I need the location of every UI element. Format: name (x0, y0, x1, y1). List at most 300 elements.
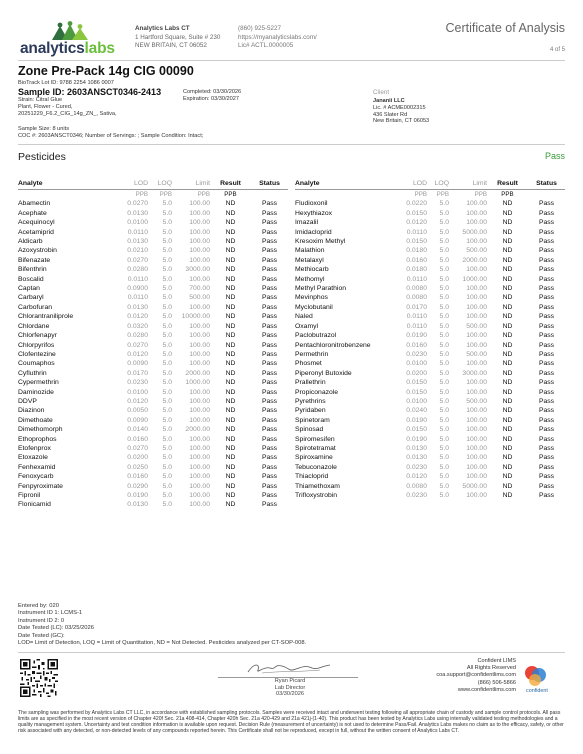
cell-status: Pass (538, 435, 555, 443)
cell-analyte: Cyfluthrin (18, 369, 47, 377)
lab-license: Lic# ACTL.0000005 (238, 42, 294, 49)
cell-analyte: Carbofuran (18, 303, 53, 311)
lims-rights: All Rights Reserved (466, 665, 516, 672)
unit-blank (528, 190, 565, 200)
cell-limit: 100.00 (466, 209, 487, 217)
table-row (295, 312, 565, 321)
cell-result: ND (225, 388, 236, 396)
section-status: Pass (544, 151, 565, 161)
cell-analyte: Chlorfenapyr (18, 332, 57, 340)
cell-status: Pass (261, 482, 278, 490)
cell-loq: 5.0 (439, 444, 449, 452)
cell-status: Pass (538, 256, 555, 264)
unit-limit: PPB (474, 191, 487, 198)
cell-lod: 0.0180 (406, 247, 427, 255)
lab-address-2: NEW BRITAIN, CT 06052 (135, 42, 207, 49)
cell-loq: 5.0 (439, 360, 449, 368)
col-status: Status (528, 179, 565, 190)
cell-limit: 100.00 (189, 463, 210, 471)
cell-result: ND (225, 247, 236, 255)
unit-blank (251, 190, 288, 200)
cell-result: ND (225, 256, 236, 264)
sample-id: Sample ID: 2603ANSCT0346-2413 (18, 87, 162, 97)
cell-limit: 100.00 (189, 322, 210, 330)
cell-result: ND (225, 209, 236, 217)
table-row (18, 322, 288, 331)
cell-loq: 5.0 (439, 266, 449, 274)
cell-lod: 0.0190 (406, 435, 427, 443)
cell-analyte: Prallethrin (295, 379, 326, 387)
cell-result: ND (225, 426, 236, 434)
cell-limit: 100.00 (189, 275, 210, 283)
cell-result: ND (502, 473, 513, 481)
cell-limit: 100.00 (189, 200, 210, 208)
cell-analyte: Abamectin (18, 200, 51, 208)
cell-status: Pass (538, 209, 555, 217)
entered-by: Entered by: 020 (18, 603, 59, 609)
cell-status: Pass (538, 303, 555, 311)
cell-lod: 0.0190 (406, 332, 427, 340)
cell-lod: 0.0120 (406, 473, 427, 481)
cell-result: ND (502, 463, 513, 471)
page-number: 4 of 5 (549, 47, 565, 53)
cell-analyte: Naled (295, 313, 313, 321)
cell-lod: 0.0140 (127, 426, 148, 434)
cell-loq: 5.0 (439, 285, 449, 293)
cell-status: Pass (538, 322, 555, 330)
cell-limit: 100.00 (466, 238, 487, 246)
cell-analyte: Chlorpyrifos (18, 341, 55, 349)
cell-status: Pass (261, 332, 278, 340)
cell-loq: 5.0 (439, 473, 449, 481)
cell-loq: 5.0 (439, 313, 449, 321)
col-analyte: Analyte (18, 179, 106, 190)
cell-analyte: Azoxystrobin (18, 247, 57, 255)
cell-status: Pass (261, 266, 278, 274)
cell-lod: 0.0080 (406, 285, 427, 293)
cell-lod: 0.0130 (127, 209, 148, 217)
cell-analyte: Diazinon (18, 407, 45, 415)
cell-lod: 0.0110 (406, 313, 427, 321)
cell-result: ND (502, 256, 513, 264)
cell-limit: 100.00 (189, 416, 210, 424)
cell-limit: 3000.00 (462, 369, 487, 377)
cell-lod: 0.0900 (127, 285, 148, 293)
lab-website: https://myanalyticslabs.com/ (238, 33, 317, 41)
cell-limit: 100.00 (466, 379, 487, 387)
table-row (295, 491, 565, 500)
document-title: Certificate of Analysis (445, 21, 565, 35)
cell-lod: 0.0110 (406, 322, 427, 330)
lab-info (135, 25, 220, 51)
cell-analyte: Spirotetramat (295, 444, 336, 452)
col-limit: Limit (449, 179, 487, 190)
cell-status: Pass (538, 332, 555, 340)
cell-status: Pass (538, 388, 555, 396)
cell-result: ND (502, 332, 513, 340)
cell-limit: 100.00 (466, 200, 487, 208)
cell-limit: 100.00 (189, 492, 210, 499)
cell-loq: 5.0 (439, 200, 449, 208)
cell-lod: 0.0200 (406, 369, 427, 377)
table-row (18, 378, 288, 387)
cell-lod: 0.0100 (127, 388, 148, 396)
director-signature (240, 660, 335, 676)
cell-status: Pass (261, 303, 278, 311)
cell-result: ND (502, 313, 513, 321)
cell-lod: 0.0230 (406, 463, 427, 471)
signer-date: 03/30/2026 (276, 691, 304, 697)
expiration-date: Expiration: 03/30/2027 (183, 95, 239, 102)
cell-analyte: Metalaxyl (295, 256, 324, 264)
cell-limit: 100.00 (189, 219, 210, 227)
cell-loq: 5.0 (162, 444, 172, 452)
cell-result: ND (502, 266, 513, 274)
cell-limit: 100.00 (189, 435, 210, 443)
table-row (18, 435, 288, 444)
table-row (295, 406, 565, 415)
cell-limit: 100.00 (466, 313, 487, 321)
cell-loq: 5.0 (162, 294, 172, 302)
cell-limit: 2000.00 (462, 256, 487, 264)
cell-loq: 5.0 (439, 379, 449, 387)
cell-analyte: Myclobutanil (295, 303, 333, 311)
col-loq: LOQ (427, 179, 449, 190)
cell-lod: 0.0290 (127, 482, 148, 490)
cell-limit: 100.00 (189, 501, 210, 509)
table-row (18, 359, 288, 368)
cell-loq: 5.0 (439, 322, 449, 330)
cell-analyte: Tebuconazole (295, 463, 337, 471)
cell-lod: 0.0230 (406, 492, 427, 499)
cell-loq: 5.0 (162, 322, 172, 330)
cell-analyte: Oxamyl (295, 322, 319, 330)
cell-result: ND (225, 266, 236, 274)
cell-lod: 0.0280 (127, 266, 148, 274)
lims-website: www.confidentlims.com (457, 686, 516, 693)
legal-disclaimer: The sampling was performed by Analytics Labs CT LLC, in accordance with established sampling protocols. Samples were received intact and underwent testing following all appropriate chain of custody and sample control protocols. All pass limits are as specified in the most recent version of Chapter 420f Sec. 21a 408-414, Chapter 420h Sec. 21a 420-429 and 21a 421j-(1-40). This product has been tested by Analytics Labs using internally validated testing methodologies and a quality management system. Uncertainty and test condition information is available upon request. Decision Rule (measurement of uncertainty) is not used to determine Pass/Fail. Analytics Labs makes no claim as to the efficacy, safety, or other risk associated with any detected, or non-detected levels of any compounds reported herein. This Certificate shall not be reproduced, except in full, without the written consent of Analytics Labs CT. (18, 710, 564, 734)
cell-result: ND (225, 322, 236, 330)
signer-name: Ryan Picard (274, 678, 306, 684)
table-row (295, 444, 565, 453)
cell-status: Pass (261, 322, 278, 330)
cell-lod: 0.0160 (127, 473, 148, 481)
cell-status: Pass (261, 209, 278, 217)
cell-status: Pass (261, 360, 278, 368)
cell-analyte: Paclobutrazol (295, 332, 337, 340)
cell-result: ND (502, 444, 513, 452)
cell-loq: 5.0 (162, 219, 172, 227)
cell-analyte: Piperonyl Butoxide (295, 369, 352, 377)
footer-divider (18, 652, 565, 653)
cell-analyte: Spiromesifen (295, 435, 335, 443)
cell-loq: 5.0 (162, 388, 172, 396)
cell-lod: 0.0110 (127, 275, 148, 283)
cell-analyte: Imidacloprid (295, 228, 332, 236)
instrument-1: Instrument ID 1: LCMS-1 (18, 610, 83, 617)
cell-lod: 0.0190 (406, 416, 427, 424)
cell-analyte: Kresoxim Methyl (295, 238, 346, 246)
cell-loq: 5.0 (439, 256, 449, 264)
cell-status: Pass (538, 360, 555, 368)
cell-lod: 0.0110 (406, 275, 427, 283)
cell-analyte: Dimethoate (18, 416, 53, 424)
cell-status: Pass (261, 492, 278, 499)
cell-limit: 500.00 (466, 322, 487, 330)
confident-wordmark: confident (526, 688, 548, 694)
cell-limit: 5000.00 (462, 482, 487, 490)
table-row (295, 199, 565, 208)
client-license: Lic. # ACME0002315 (373, 104, 426, 111)
cell-loq: 5.0 (162, 332, 172, 340)
cell-loq: 5.0 (162, 238, 172, 246)
table-row (18, 425, 288, 434)
table-row (295, 463, 565, 472)
sample-size: Sample Size: 8 units (18, 126, 69, 132)
table-row (295, 284, 565, 293)
abbreviation-legend: LOD= Limit of Detection, LOQ = Limit of Quantitation, ND = Not Detected. Pesticides analyzed per CT-SOP-008. (18, 640, 307, 647)
cell-limit: 500.00 (466, 247, 487, 255)
cell-result: ND (502, 492, 513, 499)
unit-lod: PPB (414, 191, 427, 198)
cell-loq: 5.0 (162, 266, 172, 274)
date-tested-lc: Date Tested (LC): 03/25/2026 (18, 625, 94, 632)
lims-name: Confident LIMS (477, 658, 516, 664)
cell-result: ND (502, 416, 513, 424)
cell-status: Pass (261, 350, 278, 358)
cell-result: ND (502, 209, 513, 217)
cell-analyte: Clofentezine (18, 350, 56, 358)
cell-analyte: Bifenthrin (18, 266, 47, 274)
cell-limit: 100.00 (466, 266, 487, 274)
cell-status: Pass (538, 238, 555, 246)
cell-loq: 5.0 (162, 209, 172, 217)
cell-analyte: Phosmet (295, 360, 322, 368)
cell-result: ND (225, 407, 236, 415)
cell-loq: 5.0 (162, 303, 172, 311)
cell-limit: 100.00 (466, 454, 487, 462)
cell-analyte: Acequinocyl (18, 219, 55, 227)
cell-analyte: Methiocarb (295, 266, 329, 274)
cell-loq: 5.0 (439, 492, 449, 499)
table-row (18, 256, 288, 265)
table-row (295, 425, 565, 434)
table-row (295, 228, 565, 237)
cell-analyte: Spiroxamine (295, 454, 333, 462)
cell-lod: 0.0210 (127, 247, 148, 255)
cell-limit: 3000.00 (185, 266, 210, 274)
cell-result: ND (502, 454, 513, 462)
unit-loq: PPB (436, 191, 449, 198)
cell-lod: 0.0170 (406, 303, 427, 311)
cell-lod: 0.0150 (406, 209, 427, 217)
table-row (18, 312, 288, 321)
cell-lod: 0.0170 (127, 369, 148, 377)
lab-contact (238, 25, 317, 51)
table-row (18, 341, 288, 350)
cell-result: ND (502, 275, 513, 283)
col-result: Result (210, 179, 251, 190)
cell-loq: 5.0 (162, 247, 172, 255)
cell-result: ND (502, 247, 513, 255)
cell-status: Pass (538, 285, 555, 293)
cell-analyte: Etofenprox (18, 444, 51, 452)
cell-lod: 0.0150 (406, 379, 427, 387)
cell-loq: 5.0 (439, 482, 449, 490)
lab-name: Analytics Labs CT (135, 25, 190, 32)
batch: 20251229_F6.2_CIG_14g_ZN_, Sativa, (18, 110, 117, 117)
biotrack-id: BioTrack Lot ID: 9788 2254 1086 0007 (18, 80, 114, 86)
dates (183, 89, 241, 103)
date-tested-gc: Date Tested (GC): (18, 632, 65, 639)
cell-status: Pass (261, 473, 278, 481)
sample-details (18, 97, 117, 117)
cell-status: Pass (538, 350, 555, 358)
table-row (295, 322, 565, 331)
cell-lod: 0.0100 (406, 397, 427, 405)
cell-analyte: Daminozide (18, 388, 54, 396)
cell-result: ND (225, 341, 236, 349)
cell-status: Pass (261, 463, 278, 471)
cell-status: Pass (538, 200, 555, 208)
table-row (295, 293, 565, 302)
cell-limit: 100.00 (189, 332, 210, 340)
col-loq: LOQ (148, 179, 172, 190)
cell-result: ND (502, 294, 513, 302)
cell-loq: 5.0 (162, 285, 172, 293)
cell-loq: 5.0 (162, 463, 172, 471)
cell-loq: 5.0 (162, 275, 172, 283)
cell-lod: 0.0110 (127, 294, 148, 302)
table-row (18, 388, 288, 397)
signer-block (240, 678, 340, 698)
cell-lod: 0.0130 (406, 444, 427, 452)
table-row (295, 275, 565, 284)
cell-limit: 100.00 (189, 238, 210, 246)
cell-analyte: Methyl Parathion (295, 285, 347, 293)
cell-status: Pass (261, 238, 278, 246)
cell-status: Pass (261, 426, 278, 434)
cell-analyte: Acetamiprid (18, 228, 54, 236)
cell-status: Pass (261, 219, 278, 227)
cell-status: Pass (261, 388, 278, 396)
table-row (18, 293, 288, 302)
cell-result: ND (502, 341, 513, 349)
cell-result: ND (225, 294, 236, 302)
cell-lod: 0.0150 (406, 238, 427, 246)
cell-loq: 5.0 (162, 256, 172, 264)
cell-lod: 0.0120 (127, 313, 148, 321)
cell-lod: 0.0160 (406, 256, 427, 264)
cell-limit: 100.00 (466, 341, 487, 349)
cell-loq: 5.0 (162, 379, 172, 387)
table-row (18, 209, 288, 218)
cell-status: Pass (538, 473, 555, 481)
cell-loq: 5.0 (162, 350, 172, 358)
table-row (18, 406, 288, 415)
cell-lod: 0.0090 (127, 360, 148, 368)
cell-result: ND (502, 397, 513, 405)
cell-loq: 5.0 (162, 435, 172, 443)
cell-status: Pass (538, 407, 555, 415)
table-row (18, 500, 288, 509)
cell-result: ND (225, 313, 236, 321)
cell-status: Pass (538, 369, 555, 377)
lims-email: coa.support@confidentlims.com (436, 672, 516, 679)
cell-status: Pass (261, 416, 278, 424)
cell-lod: 0.0130 (127, 238, 148, 246)
cell-loq: 5.0 (439, 247, 449, 255)
cell-analyte: Fenhexamid (18, 463, 56, 471)
cell-result: ND (225, 482, 236, 490)
cell-status: Pass (538, 275, 555, 283)
table-row (295, 482, 565, 491)
cell-limit: 100.00 (189, 247, 210, 255)
cell-loq: 5.0 (162, 454, 172, 462)
table-row (18, 237, 288, 246)
cell-result: ND (225, 360, 236, 368)
cell-limit: 100.00 (189, 444, 210, 452)
cell-lod: 0.0110 (406, 228, 427, 236)
cell-limit: 10000.00 (181, 313, 210, 321)
cell-limit: 100.00 (466, 360, 487, 368)
qr-code[interactable] (20, 659, 58, 697)
table-row (295, 237, 565, 246)
table-row (18, 199, 288, 208)
cell-loq: 5.0 (162, 492, 172, 499)
cell-status: Pass (538, 294, 555, 302)
cell-status: Pass (538, 397, 555, 405)
cell-result: ND (502, 350, 513, 358)
col-result: Result (487, 179, 528, 190)
cell-limit: 100.00 (189, 341, 210, 349)
cell-lod: 0.0240 (406, 407, 427, 415)
cell-result: ND (225, 303, 236, 311)
cell-result: ND (225, 397, 236, 405)
cell-lod: 0.0160 (406, 341, 427, 349)
table-row (295, 331, 565, 340)
cell-status: Pass (261, 285, 278, 293)
cell-analyte: Boscalid (18, 275, 44, 283)
client-name: Jananii LLC (373, 98, 405, 104)
table-row (295, 472, 565, 481)
results-table-left (18, 179, 288, 510)
table-row (18, 275, 288, 284)
cell-result: ND (225, 473, 236, 481)
cell-lod: 0.0100 (127, 219, 148, 227)
cell-loq: 5.0 (439, 454, 449, 462)
table-row (18, 463, 288, 472)
cell-loq: 5.0 (439, 238, 449, 246)
coc-info: COC #: 2603ANSCT0346; Number of Servings: ; Sample Condition: Intact; (18, 133, 204, 139)
unit-limit: PPB (197, 191, 210, 198)
cell-result: ND (225, 379, 236, 387)
cell-analyte: Chlorantraniliprole (18, 313, 74, 321)
cell-result: ND (225, 219, 236, 227)
cell-loq: 5.0 (162, 360, 172, 368)
cell-analyte: Aldicarb (18, 238, 43, 246)
cell-loq: 5.0 (439, 369, 449, 377)
cell-lod: 0.0080 (406, 294, 427, 302)
cell-limit: 100.00 (466, 416, 487, 424)
cell-lod: 0.0110 (127, 228, 148, 236)
cell-loq: 5.0 (439, 407, 449, 415)
cell-result: ND (225, 492, 236, 499)
cell-analyte: Spinosad (295, 426, 324, 434)
cell-analyte: Permethrin (295, 350, 329, 358)
cell-lod: 0.0220 (406, 200, 427, 208)
table-row (18, 303, 288, 312)
